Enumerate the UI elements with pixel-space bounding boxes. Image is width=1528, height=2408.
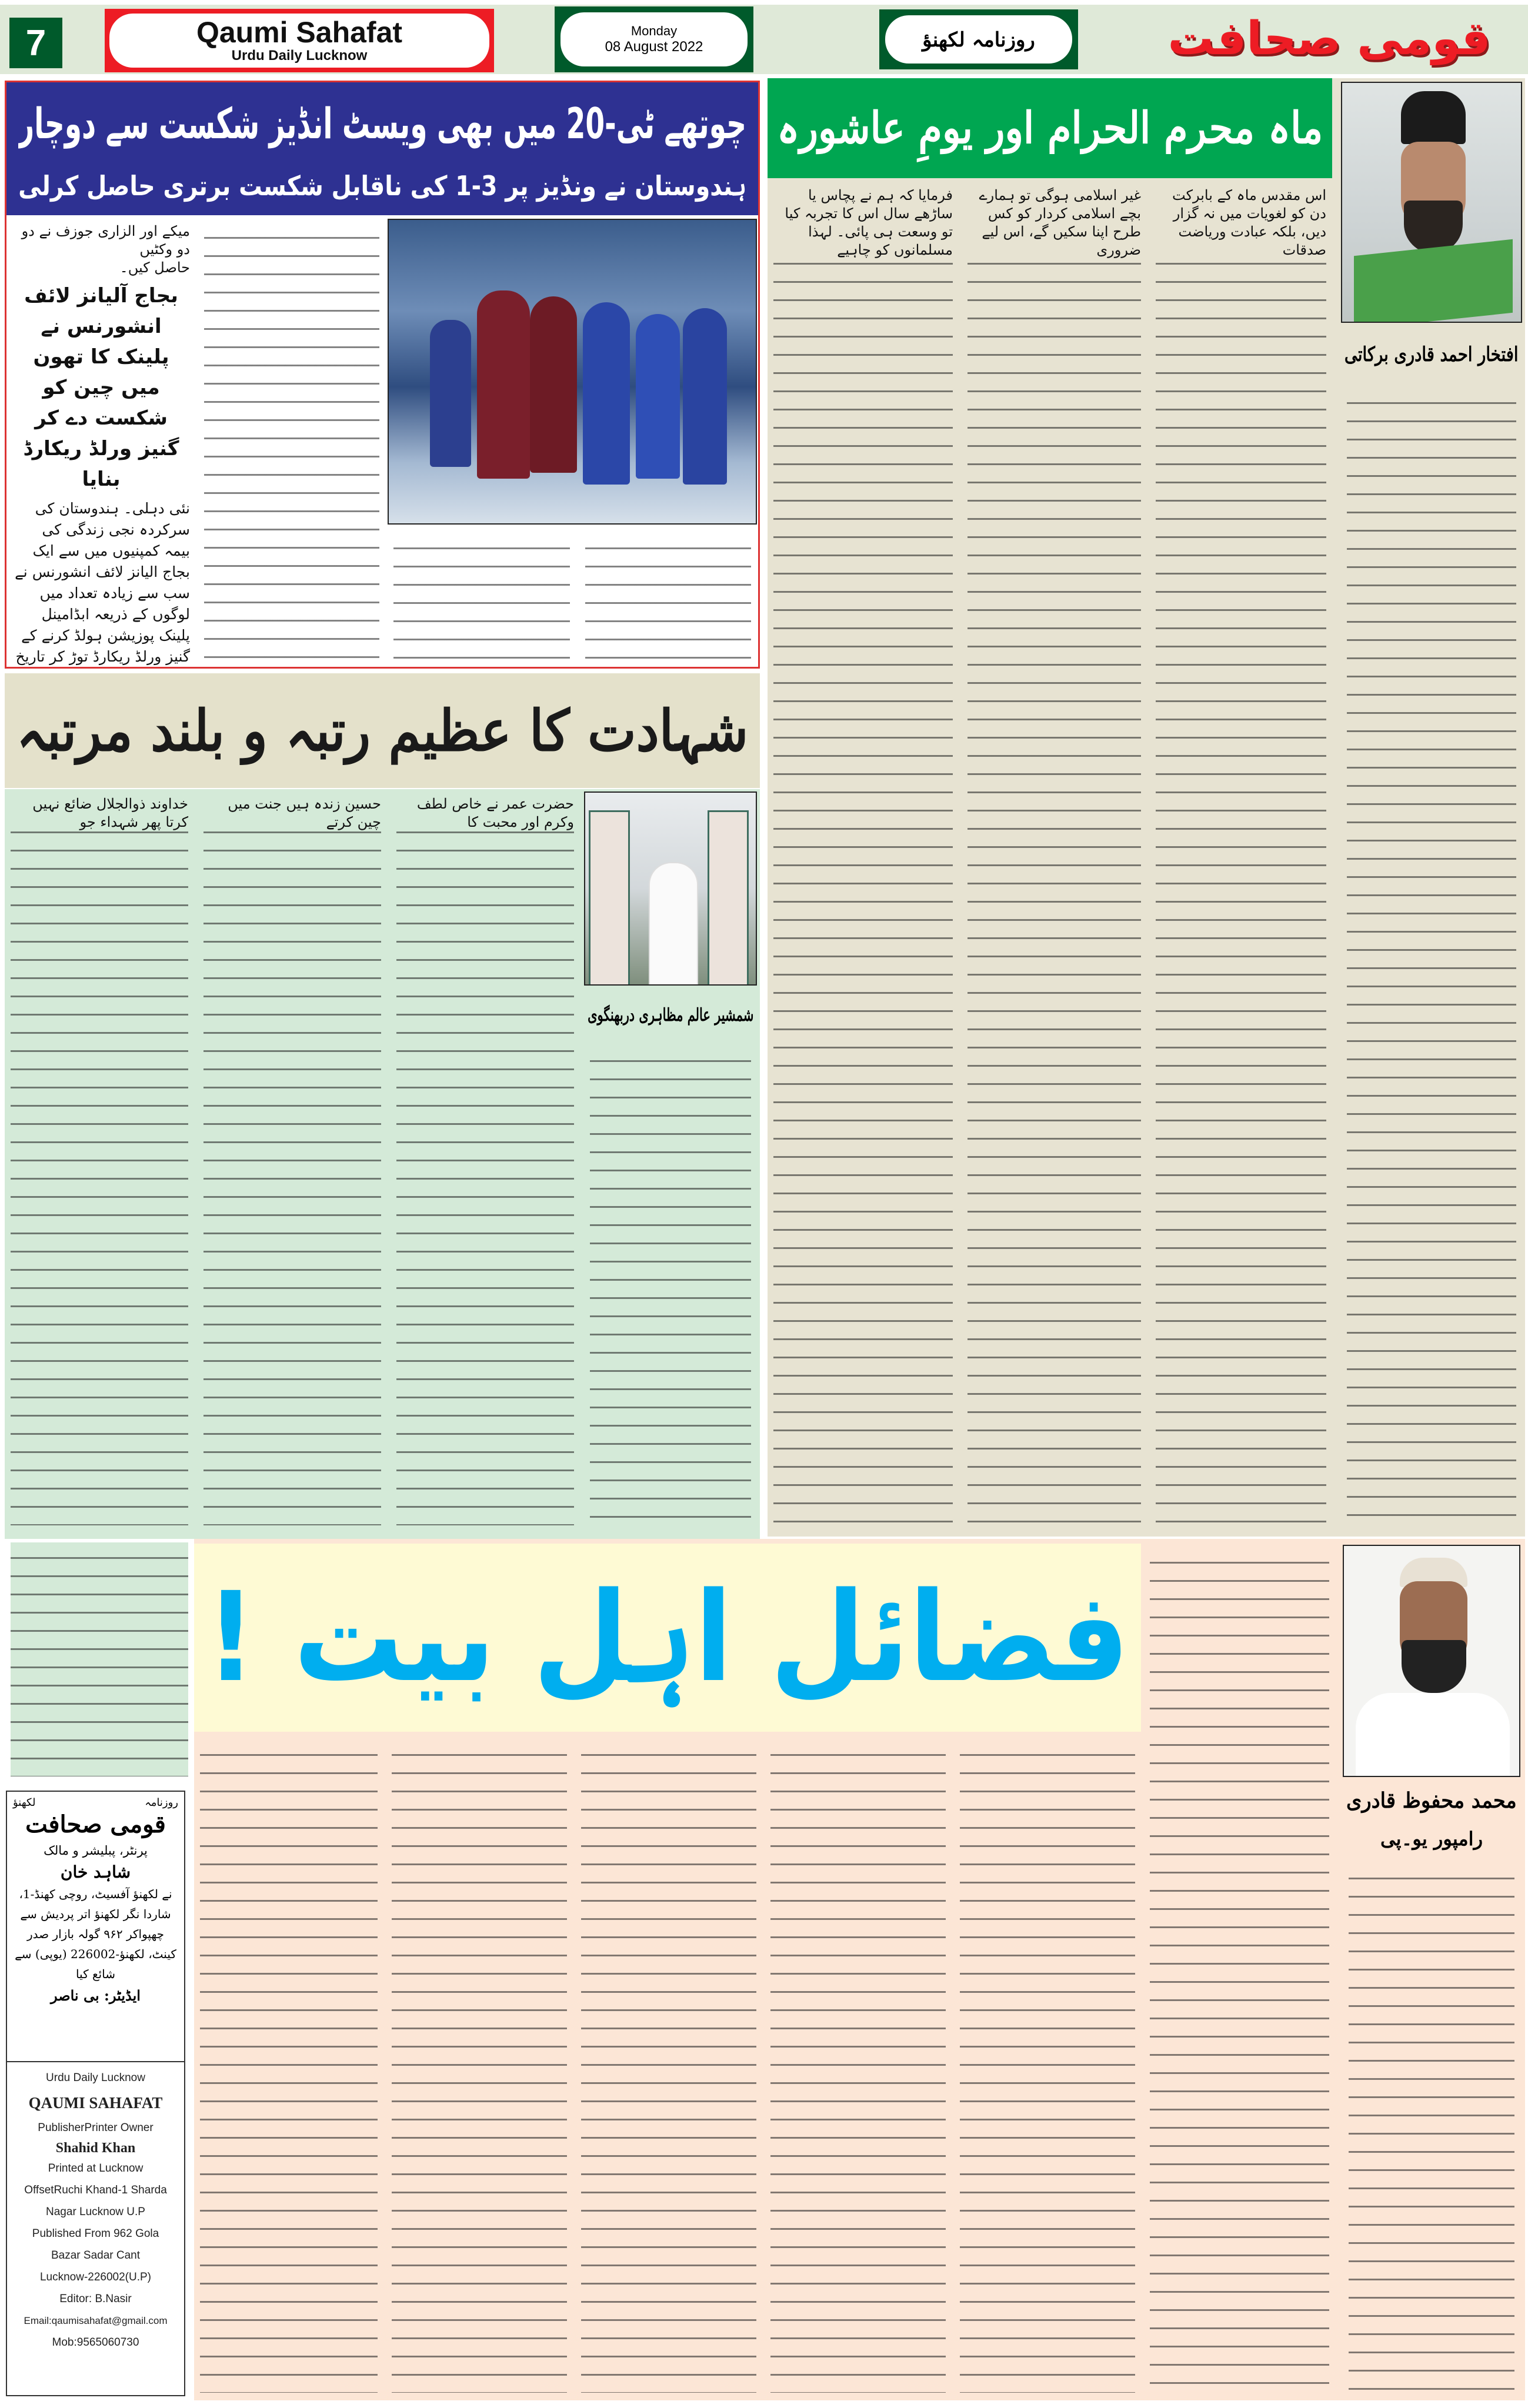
fazail-column (194, 1736, 383, 2396)
muharram-first-line: اس مقدس ماہ کے بابرکت دن کو لغویات میں نہ گزار دیں، بلکہ عبادت وریاضت صدقات (1172, 187, 1326, 258)
imprint-address-ur: نے لکھنؤ آفسیٹ، روچی کھنڈ-1، شاردا نگر لکھنؤ اتر پردیش سے چھپواکر ۹۶۲ گولہ بازار صدر کینٹ، لکھنؤ-226002 (یوپی) سے شائع کیا (15, 1887, 176, 1981)
muharram-headline: ماہ محرم الحرام اور یومِ عاشورہ (776, 103, 1323, 153)
cricket-article (5, 81, 760, 669)
muharram-byline: افتخار احمد قادری برکاتی (1344, 343, 1519, 366)
cricket-first-line: حاصل کیں۔ (119, 259, 190, 276)
title-en: Qaumi Sahafat (196, 16, 403, 49)
cricket-headline-wrap (18, 86, 746, 161)
shahadat-headline-box (5, 673, 760, 788)
author-photo-iftikhar (1341, 82, 1522, 323)
fazail-headline: فضائل اہل بیت ! (205, 1565, 1129, 1709)
player-figure (636, 314, 680, 479)
side-body: نئی دہلی۔ ہندوستان کی سرکردہ نجی زندگی کی بیمہ کمپنیوں میں سے ایک بجاج الیانز لائف انشورنس نے سب سے زیادہ تعداد میں لوگوں کے ذریعہ ابڈامینل پلینک پوزیشن ہولڈ کرنے کے گنیز ورلڈ ریکارڈ توڑ کر تاریخ (15, 500, 190, 665)
fazail-column (954, 1736, 1141, 2396)
imprint-line: Shahid Khan (55, 2140, 136, 2156)
imprint-line: Printed at Lucknow (48, 2162, 144, 2175)
fazail-column-intro (1144, 1544, 1335, 2396)
cricket-headline-box (6, 82, 758, 215)
fazail-byline-name: محمد محفوظ قادری (1346, 1788, 1517, 1813)
imprint-phone: Mob:9565060730 (52, 2336, 139, 2349)
fazail-byline-name-wrap (1343, 1780, 1520, 1821)
cricket-text-column (579, 529, 757, 666)
shahadat-first-line: حسین زندہ ہیں جنت میں چین کرتے (228, 796, 381, 830)
shahadat-column-2 (5, 791, 194, 1535)
shahadat-column-4 (391, 791, 580, 1535)
muharram-column-2 (962, 183, 1147, 1529)
player-figure (530, 296, 577, 473)
muharram-column-1 (1150, 183, 1332, 1529)
text-lines (203, 831, 381, 1525)
title-ur-wrap (1147, 9, 1512, 68)
fazail-column (575, 1736, 762, 2396)
cricket-photo (388, 219, 757, 525)
author-photo-mahfooz (1343, 1545, 1520, 1777)
text-lines (396, 831, 574, 1525)
minaret (589, 810, 630, 986)
text-lines (11, 831, 188, 1525)
roznama-label: روزنامہ لکھنؤ (922, 28, 1035, 52)
imprint-line: Bazar Sadar Cant (51, 2249, 141, 2262)
text-lines (967, 263, 1141, 1527)
shahadat-column-continued (5, 1539, 194, 1780)
player-figure (683, 308, 727, 485)
text-lines (773, 263, 953, 1527)
date-box (555, 6, 753, 72)
imprint-email: Email:qaumisahafat@gmail.com (24, 2315, 168, 2326)
roznama-box (879, 9, 1078, 69)
shirt (1356, 1693, 1510, 1777)
page-number: 7 (9, 18, 62, 68)
muharram-article (768, 78, 1525, 1537)
author-photo-shamsher (584, 791, 757, 986)
imprint-line: Urdu Daily Lucknow (46, 2072, 145, 2084)
imprint-line: Lucknow-226002(U.P) (39, 2271, 152, 2283)
imprint-title-ur: قومی صحافت (25, 1811, 166, 1838)
date: 08 August 2022 (605, 39, 703, 55)
subtitle-en: Urdu Daily Lucknow (231, 48, 368, 64)
imprint-owner-ur: شاہد خان (60, 1862, 131, 1882)
muharram-byline-wrap (1341, 331, 1522, 378)
imprint-roznama: روزنامہ (145, 1796, 178, 1809)
cap (1401, 91, 1466, 144)
muharram-first-line: غیر اسلامی ہوگی تو ہمارے بچے اسلامی کردار کو کس طرح اپنا سکیں گے، اس لیے ضروری (979, 187, 1141, 258)
title-ur: قومی صحافت (1167, 12, 1491, 65)
fazail-column (765, 1736, 952, 2396)
imprint-city: لکھنؤ (13, 1796, 36, 1809)
shahadat-article (5, 789, 760, 1539)
cricket-left-column (6, 219, 196, 666)
fazail-headline-box (194, 1544, 1141, 1732)
cricket-subheadline-wrap (18, 161, 746, 211)
cricket-text-column (198, 219, 385, 666)
player-figure (430, 320, 471, 467)
shahadat-headline: شہادت کا عظیم رتبہ و بلند مرتبہ (16, 697, 748, 764)
cricket-headline: چوتھے ٹی-20 میں بھی ویسٹ انڈیز شکست سے دوچار (18, 99, 746, 148)
shahadat-column-3 (198, 791, 387, 1535)
fazail-article (194, 1539, 1525, 2400)
imprint-line: OffsetRuchi Khand-1 Sharda (24, 2184, 167, 2196)
beard (1402, 1640, 1466, 1693)
imprint-urdu (7, 1792, 184, 2062)
muharram-column-3 (768, 183, 959, 1529)
text-lines (1156, 263, 1326, 1527)
shahadat-column-5 (584, 1042, 757, 1536)
masthead-title-en (105, 9, 494, 72)
book (1354, 239, 1513, 323)
player-figure (583, 302, 630, 485)
muharram-headline-box (768, 78, 1332, 178)
imprint-editor-ur: ایڈیٹر: بی ناصر (51, 1987, 141, 2004)
shahadat-first-line: حضرت عمر نے خاص لطف وکرم اور محبت کا (416, 796, 574, 830)
cricket-first-line: میکے اور الزاری جوزف نے دو دو وکٹیں (21, 223, 190, 258)
muharram-column-4 (1341, 384, 1522, 1531)
imprint-line: PublisherPrinter Owner (38, 2122, 154, 2134)
fazail-column-right (1343, 1859, 1520, 2396)
imprint-line: Published From 962 Gola (32, 2227, 159, 2240)
fazail-column (386, 1736, 573, 2396)
masthead (0, 5, 1528, 74)
imprint-line: Editor: B.Nasir (59, 2293, 132, 2305)
imprint-box (6, 1791, 185, 2396)
muharram-first-line: فرمایا کہ ہم نے پچاس یا ساڑھے سال اس کا تجربہ کیا تو وسعت ہی پائی۔ لہذا مسلمانوں کو چاہیے (785, 187, 953, 258)
fazail-byline-place-wrap (1343, 1821, 1520, 1856)
shahadat-first-line: خداوند ذوالجلال ضائع نہیں کرتا پھر شہداء جو (32, 796, 188, 830)
imprint-line: QAUMI SAHAFAT (28, 2094, 163, 2112)
person (650, 863, 697, 986)
side-headline: بجاج آلیانز لائف انشورنس نے پلینک کا تھون میں چین کو شکست دے کر گنیز ورلڈ ریکارڈ بنایا (23, 284, 179, 491)
cricket-text-column (388, 529, 576, 666)
player-figure (477, 290, 530, 479)
imprint-line: Nagar Lucknow U.P (46, 2206, 145, 2218)
shahadat-byline-wrap (584, 992, 757, 1039)
imprint-english (7, 2062, 184, 2358)
imprint-role-ur: پرنٹر، پبلیشر و مالک (44, 1843, 148, 1858)
minaret (708, 810, 749, 986)
day: Monday (630, 24, 678, 38)
fazail-byline-place: رامپور یو۔پی (1380, 1828, 1483, 1850)
cricket-subheadline: ہندوستان نے ونڈیز پر 3-1 کی ناقابل شکست برتری حاصل کرلی (18, 170, 746, 202)
shahadat-byline: شمشیر عالم مظاہری دربھنگوی (587, 1005, 753, 1026)
